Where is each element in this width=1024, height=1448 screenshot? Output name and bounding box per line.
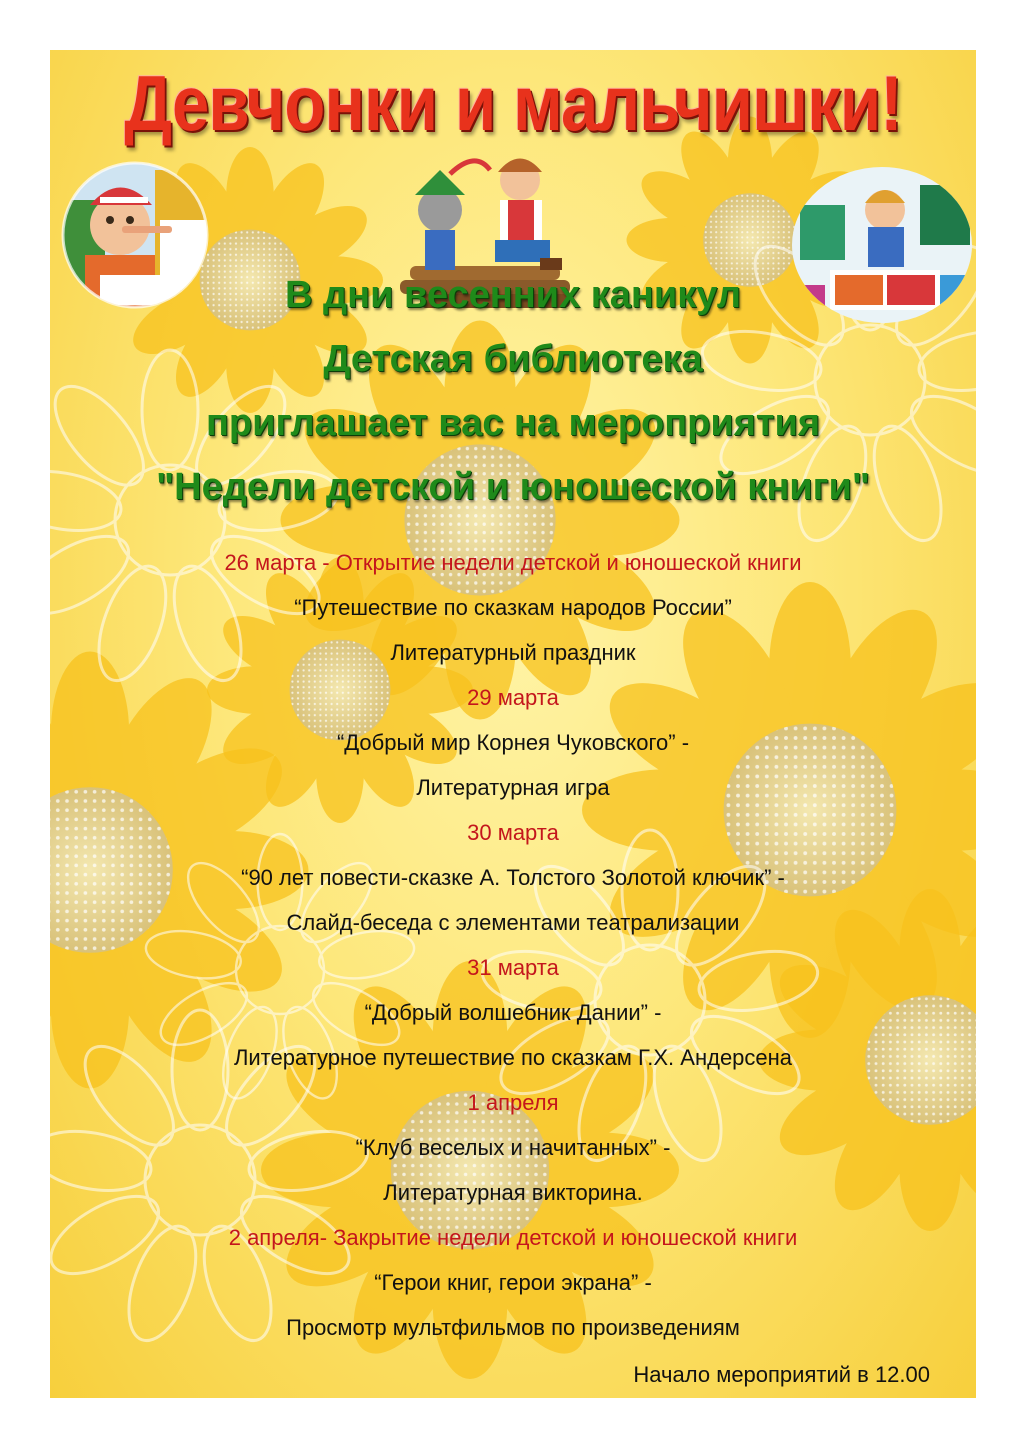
start-time: Начало мероприятий в 12.00 <box>633 1362 930 1387</box>
event-name: “Путешествие по сказкам народов России” <box>294 595 732 620</box>
event-date: 26 марта - Открытие недели детской и юношеской книги <box>224 550 802 575</box>
event-name: “90 лет повести-сказке А. Толстого Золотой ключик” - <box>241 865 785 890</box>
event-name: “Клуб веселых и начитанных” - <box>355 1135 671 1160</box>
event-type: Слайд-беседа с элементами театрализации <box>286 910 740 935</box>
event-type: Литературная викторина. <box>383 1180 643 1205</box>
event-date: 30 марта <box>467 820 559 845</box>
event-name: “Добрый волшебник Дании” - <box>364 1000 662 1025</box>
heading-book-week: "Недели детской и юношеской книги" <box>156 466 870 508</box>
event-date: 31 марта <box>467 955 559 980</box>
event-type: Просмотр мультфильмов по произведениям <box>286 1315 740 1340</box>
event-type: Литературный праздник <box>390 640 636 665</box>
event-name: “Герои книг, герои экрана” - <box>374 1270 652 1295</box>
event-type: Литературная игра <box>416 775 610 800</box>
event-type: Литературное путешествие по сказкам Г.Х. Андерсена <box>233 1045 793 1070</box>
event-name: “Добрый мир Корнея Чуковского” - <box>336 730 690 755</box>
poster-title: Девчонки и мальчишки! <box>124 59 902 147</box>
event-date: 29 марта <box>467 685 559 710</box>
event-date: 2 апреля- Закрытие недели детской и юношеской книги <box>228 1225 798 1250</box>
event-date: 1 апреля <box>467 1090 559 1115</box>
heading-library: Детская библиотека <box>323 338 703 380</box>
heading-spring-holidays: В дни весенних каникул <box>285 274 741 316</box>
poster <box>50 50 976 1398</box>
heading-invitation: приглашает вас на мероприятия <box>205 402 821 444</box>
